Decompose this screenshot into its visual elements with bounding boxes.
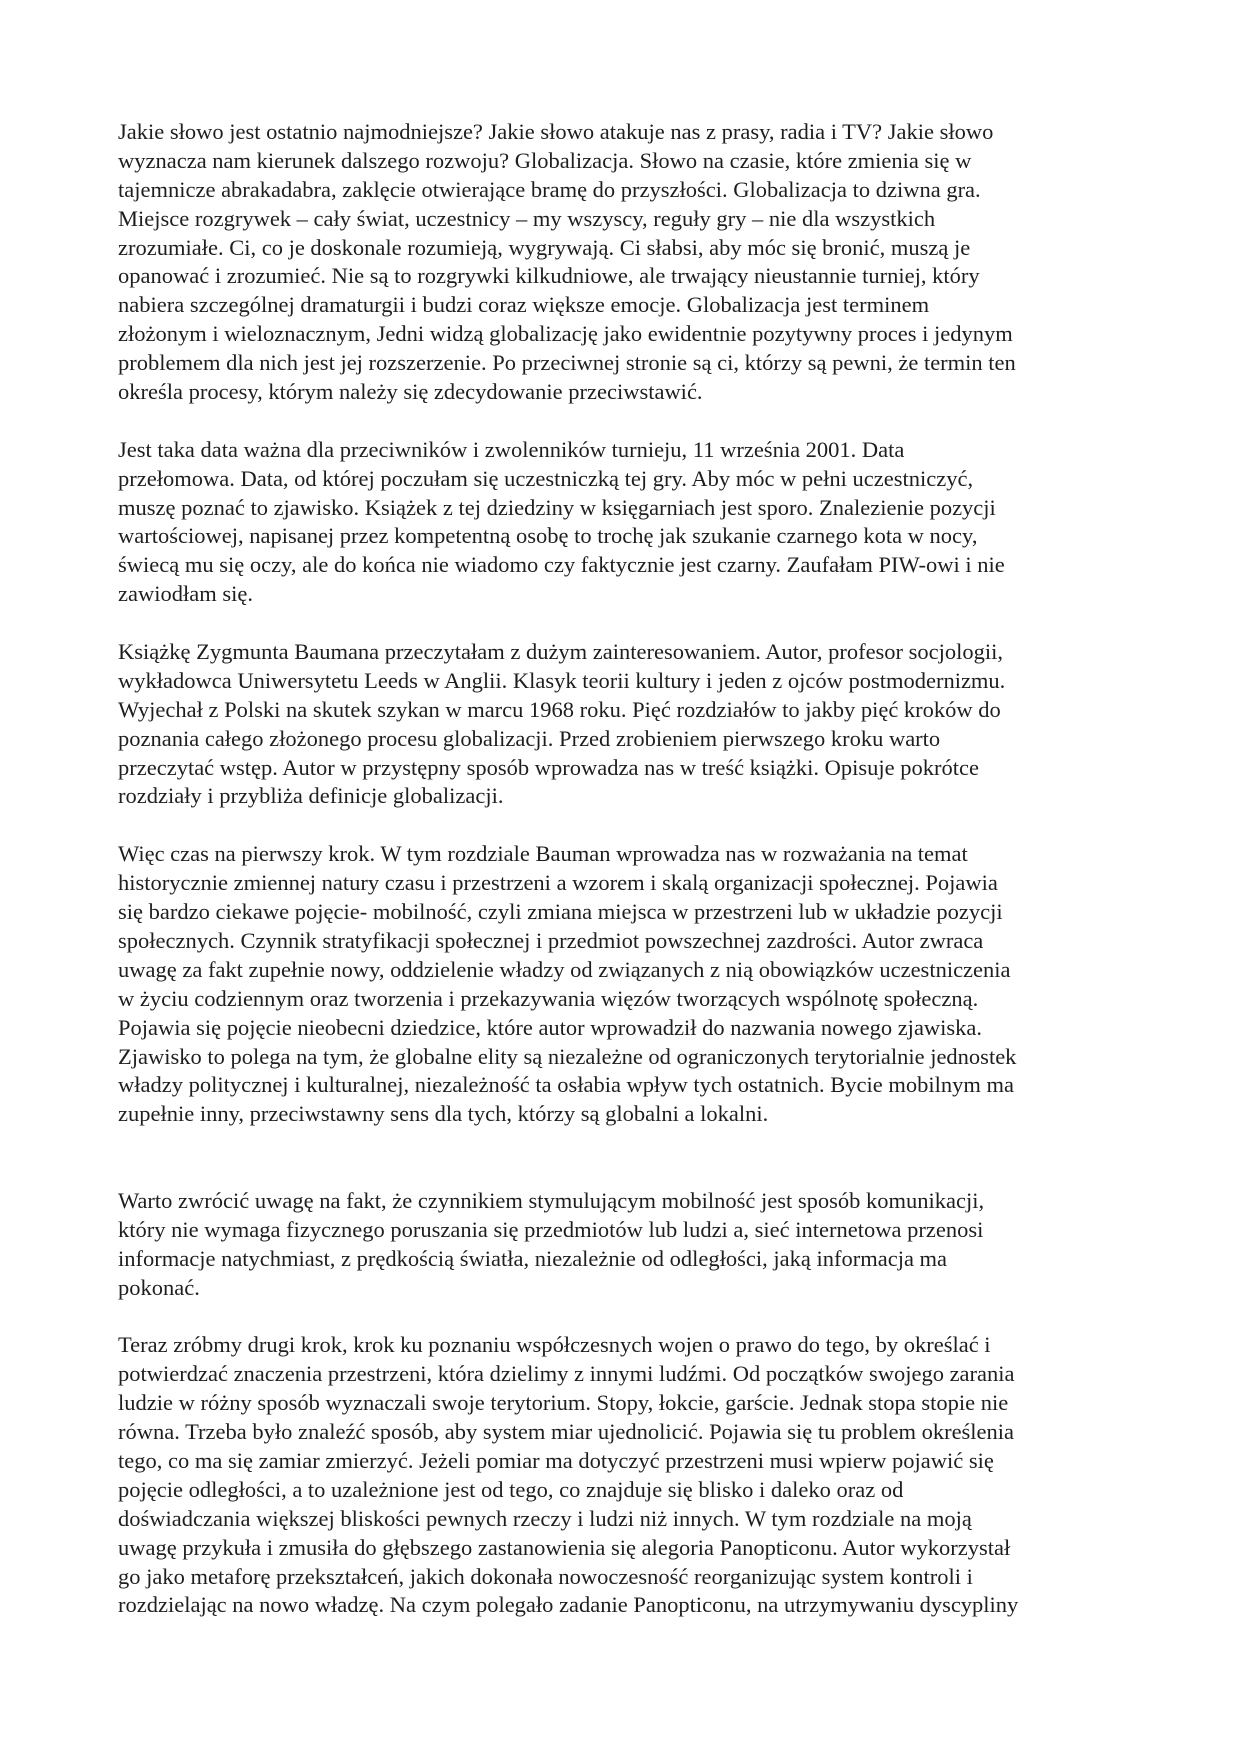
text-line: uwagę przykuła i zmusiła do głębszego zastanowienia się alegoria Panopticonu. Autor wykorzystał	[118, 1534, 1011, 1560]
text-line: Teraz zróbmy drugi krok, krok ku poznaniu współczesnych wojen o prawo do tego, by określać i	[118, 1332, 991, 1358]
text-line: pokonać.	[118, 1274, 200, 1300]
text-line: wykładowca Uniwersytetu Leeds w Anglii. Klasyk teorii kultury i jeden z ojców postmodernizmu.	[118, 667, 1006, 693]
text-line: przeczytać wstęp. Autor w przystępny sposób wprowadza nas w treść książki. Opisuje pokrótce	[118, 754, 979, 780]
text-line: informacje natychmiast, z prędkością światła, niezależnie od odległości, jaką informacja ma	[118, 1245, 948, 1271]
text-line: równa. Trzeba było znaleźć sposób, aby system miar ujednolicić. Pojawia się tu problem określenia	[118, 1419, 1015, 1445]
text-line: muszę poznać to zjawisko. Książek z tej dziedziny w księgarniach jest sporo. Znalezienie pozycji	[118, 494, 996, 520]
text-line: który nie wymaga fizycznego poruszania się przedmiotów lub ludzi a, sieć internetowa przenosi	[118, 1216, 984, 1242]
paragraph-intro	[118, 118, 1126, 407]
text-line: potwierdzać znaczenia przestrzeni, która dzielimy z innymi ludźmi. Od początków swojego zarania	[118, 1361, 1015, 1387]
text-line: rozdziały i przybliża definicje globalizacji.	[118, 783, 504, 809]
text-line: Więc czas na pierwszy krok. W tym rozdziale Bauman wprowadza nas w rozważania na temat	[118, 841, 968, 867]
text-line: poznania całego złożonego procesu globalizacji. Przed zrobieniem pierwszego kroku warto	[118, 725, 941, 751]
text-line: Jest taka data ważna dla przeciwników i zwolenników turnieju, 11 września 2001. Data	[118, 436, 905, 462]
text-line: świecą mu się oczy, ale do końca nie wiadomo czy faktycznie jest czarny. Zaufałam PIW-owi i nie	[118, 552, 1005, 578]
text-line: w życiu codziennym oraz tworzenia i przekazywania więzów tworzących wspólnotę społeczną.	[118, 985, 979, 1011]
text-line: problemem dla nich jest jej rozszerzenie. Po przeciwnej stronie są ci, którzy są pewni, że termin ten	[118, 350, 1016, 376]
paragraph-author	[118, 638, 1126, 811]
text-line: tajemnicze abrakadabra, zaklęcie otwierające bramę do przyszłości. Globalizacja to dziwna gra.	[118, 176, 981, 202]
text-line: złożonym i wieloznacznym, Jedni widzą globalizację jako ewidentnie pozytywny proces i jedynym	[118, 321, 1013, 347]
text-line: ludzie w różny sposób wyznaczali swoje terytorium. Stopy, łokcie, garście. Jednak stopa stopie nie	[118, 1390, 1009, 1416]
text-line: rozdzielając na nowo władzę. Na czym polegało zadanie Panopticonu, na utrzymywaniu dyscypliny	[118, 1592, 1019, 1618]
text-line: zawiodłam się.	[118, 581, 253, 607]
text-line: Zjawisko to polega na tym, że globalne elity są niezależne od ograniczonych terytorialnie jednostek	[118, 1043, 1017, 1069]
text-line: go jako metaforę przekształceń, jakich dokonała nowoczesność reorganizując system kontroli i	[118, 1563, 973, 1589]
text-line: doświadczania większej bliskości pewnych rzeczy i ludzi niż innych. W tym rozdziale na moją	[118, 1505, 972, 1531]
text-line: Miejsce rozgrywek – cały świat, uczestnicy – my wszyscy, reguły gry – nie dla wszystkich	[118, 205, 936, 231]
text-line: historycznie zmiennej natury czasu i przestrzeni a wzorem i skalą organizacji społecznej. Pojawia	[118, 870, 998, 896]
text-line: wyznacza nam kierunek dalszego rozwoju? Globalizacja. Słowo na czasie, które zmienia się w	[118, 147, 972, 173]
text-line: Wyjechał z Polski na skutek szykan w marcu 1968 roku. Pięć rozdziałów to jakby pięć kroków do	[118, 696, 1001, 722]
text-line: się bardzo ciekawe pojęcie- mobilność, czyli zmiana miejsca w przestrzeni lub w układzie pozycji	[118, 899, 1003, 925]
text-line: nabiera szczególnej dramaturgii i budzi coraz większe emocje. Globalizacja jest terminem	[118, 292, 930, 318]
text-line: Warto zwrócić uwagę na fakt, że czynnikiem stymulującym mobilność jest sposób komunikacji,	[118, 1187, 985, 1213]
text-line: przełomowa. Data, od której poczułam się uczestniczką tej gry. Aby móc w pełni uczestniczyć,	[118, 465, 974, 491]
paragraph-communication	[118, 1187, 1126, 1303]
paragraph-date	[118, 436, 1126, 609]
text-line: Pojawia się pojęcie nieobecni dziedzice, które autor wprowadził do nazwania nowego zjawiska.	[118, 1014, 983, 1040]
body-text	[118, 118, 1126, 1649]
text-line: uwagę za fakt zupełnie nowy, oddzielenie władzy od związanych z nią obowiązków uczestniczenia	[118, 956, 1011, 982]
paragraph-first-step	[118, 840, 1126, 1129]
text-line: wartościowej, napisanej przez kompetentną osobę to trochę jak szukanie czarnego kota w nocy,	[118, 523, 978, 549]
text-line: zrozumiałe. Ci, co je doskonale rozumieją, wygrywają. Ci słabsi, aby móc się bronić, muszą je	[118, 234, 971, 260]
text-line: Książkę Zygmunta Baumana przeczytałam z dużym zainteresowaniem. Autor, profesor socjologii,	[118, 639, 1004, 665]
text-line: tego, co ma się zamiar zmierzyć. Jeżeli pomiar ma dotyczyć przestrzeni musi wpierw pojawić się	[118, 1447, 994, 1473]
text-line: władzy politycznej i kulturalnej, niezależność ta osłabia wpływ tych ostatnich. Bycie mobilnym ma	[118, 1072, 1015, 1098]
paragraph-second-step	[118, 1331, 1126, 1620]
text-line: Jakie słowo jest ostatnio najmodniejsze? Jakie słowo atakuje nas z prasy, radia i TV? Jakie słowo	[118, 119, 994, 144]
text-line: pojęcie odległości, a to uzależnione jest od tego, co znajduje się blisko i daleko oraz od	[118, 1476, 904, 1502]
text-line: określa procesy, którym należy się zdecydowanie przeciwstawić.	[118, 379, 703, 405]
text-line: opanować i zrozumieć. Nie są to rozgrywki kilkudniowe, ale trwający nieustannie turniej, który	[118, 263, 980, 289]
text-line: zupełnie inny, przeciwstawny sens dla tych, którzy są globalni a lokalni.	[118, 1101, 769, 1127]
text-line: społecznych. Czynnik stratyfikacji społecznej i przedmiot powszechnej zazdrości. Autor zwraca	[118, 927, 984, 953]
